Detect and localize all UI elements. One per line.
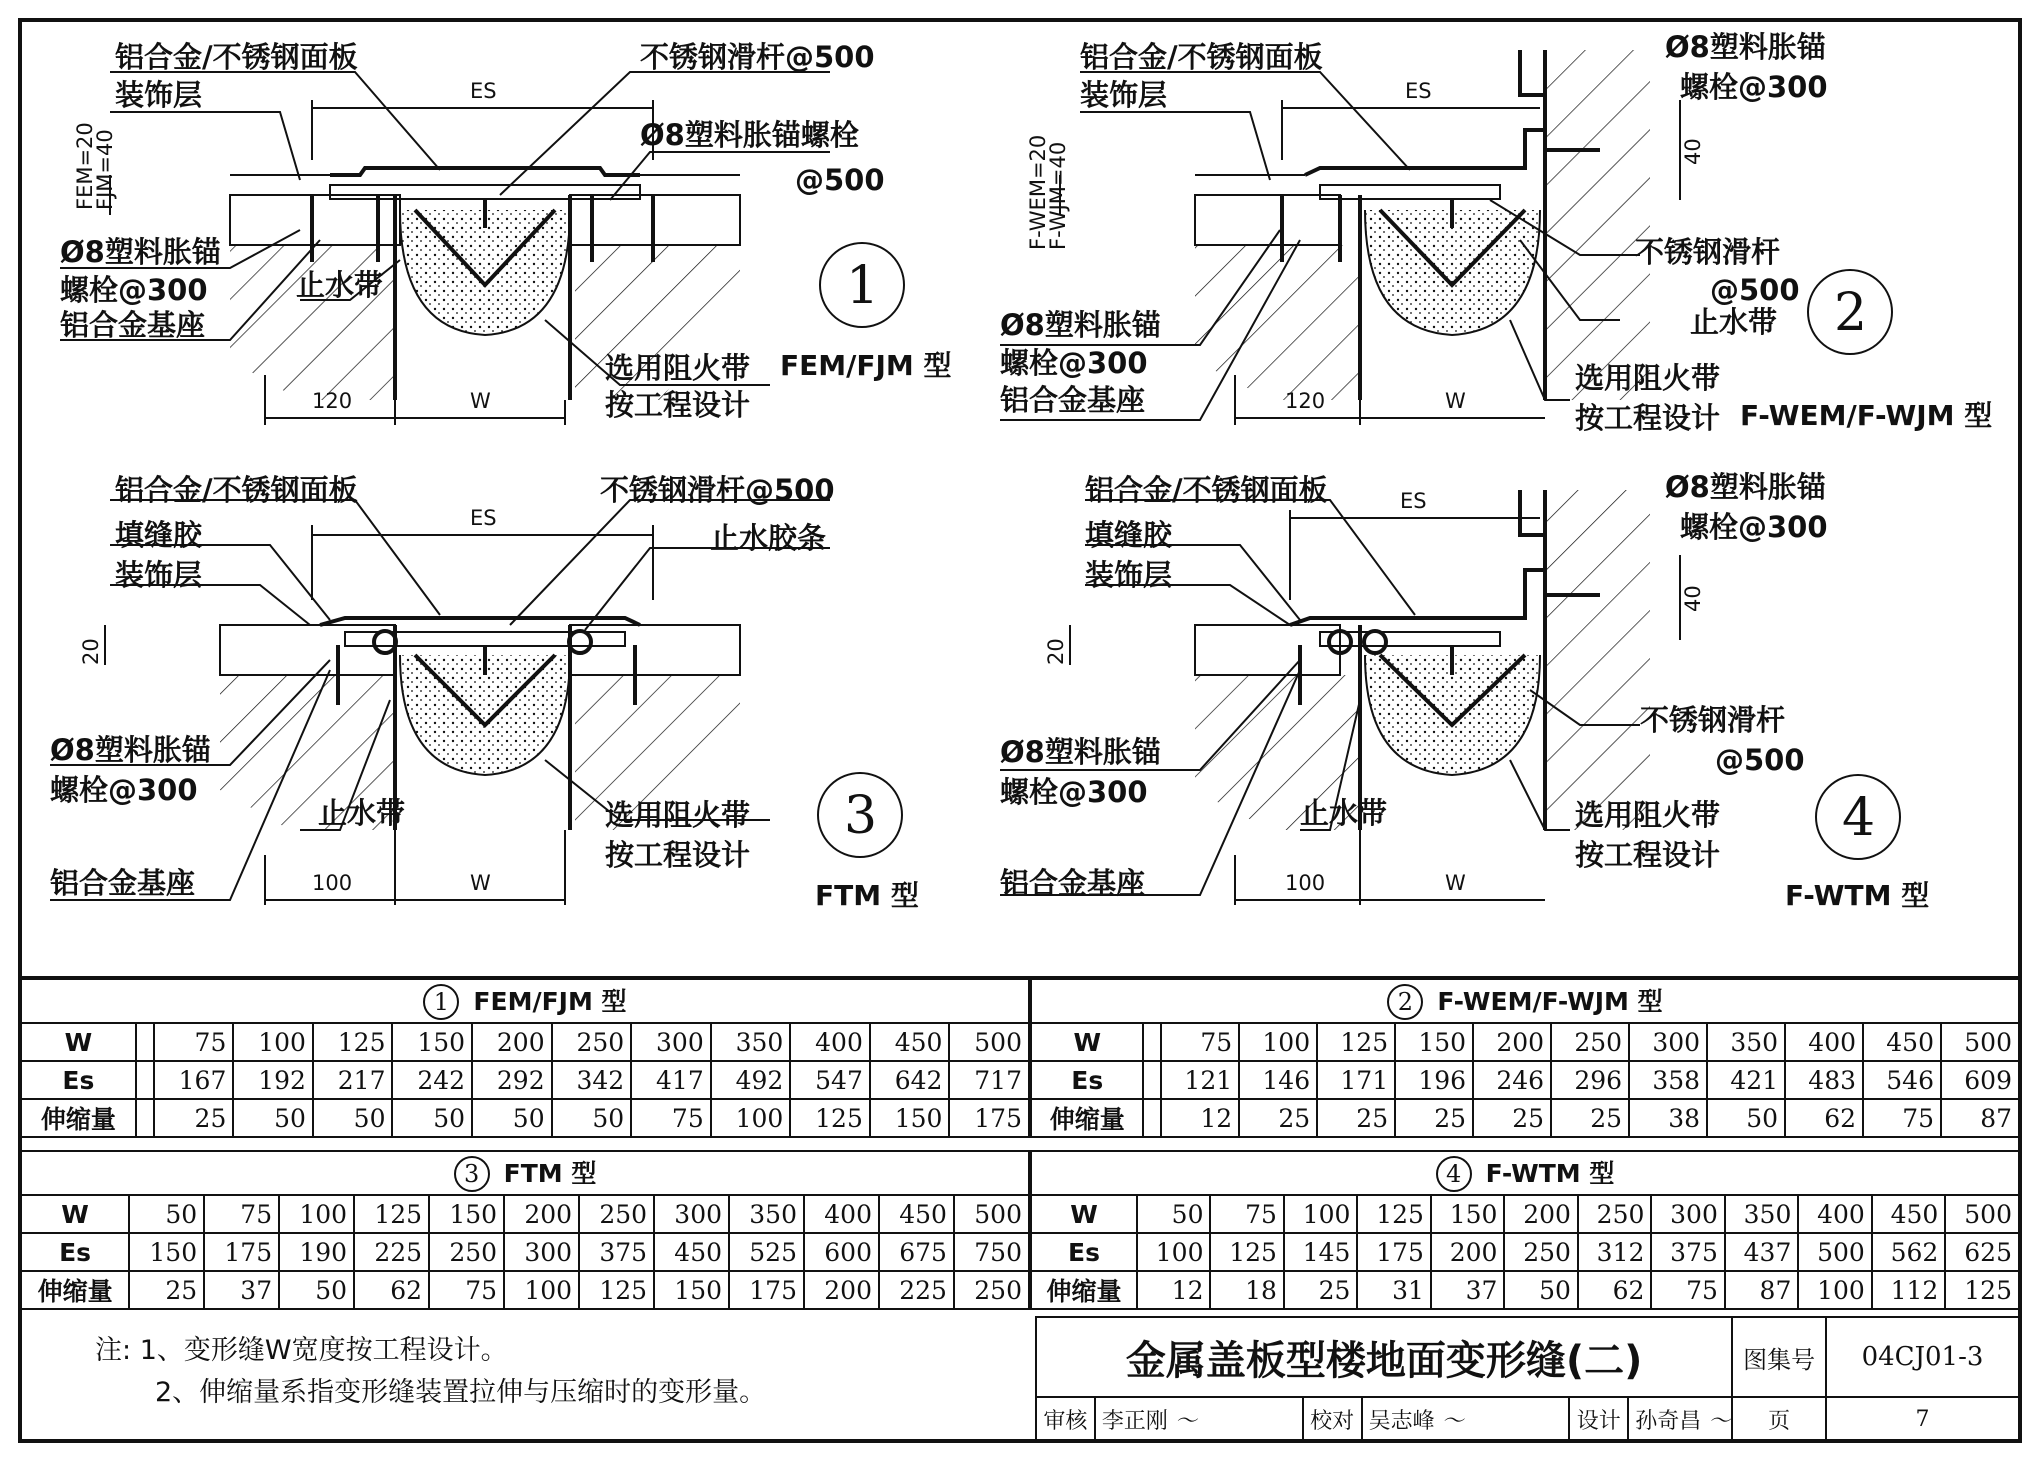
- designer-name: 孙奇昌: [1635, 1409, 1702, 1434]
- detail-2-panel-label: 铝合金/不锈钢面板: [1080, 40, 1323, 74]
- designer-signature: 〜: [1708, 1409, 1731, 1434]
- detail-3-strip-label: 止水胶条: [710, 521, 827, 555]
- detail-4: [1000, 470, 1929, 912]
- table-row: 伸缩量 12 18 25 31 37 50 62 75 87 100 112 125: [1031, 1271, 2019, 1309]
- detail-3-w-dim: W: [470, 871, 491, 895]
- reviewer-name: 李正刚: [1101, 1409, 1168, 1434]
- detail-3-type: FTM 型: [815, 879, 919, 912]
- detail-3-fire-label-2: 按工程设计: [605, 838, 751, 872]
- title-block: [1035, 1316, 2020, 1443]
- detail-4-bolt-left-label-1: Ø8塑料胀锚: [1000, 735, 1161, 769]
- detail-1-bolt-left-label-2: 螺栓@300: [60, 273, 208, 307]
- atlas-label: 图集号: [1732, 1317, 1826, 1397]
- detail-3-fire-label-1: 选用阻火带: [605, 798, 751, 832]
- detail-3-bolt-left-label-1: Ø8塑料胀锚: [50, 733, 211, 767]
- detail-1-fire-label-1: 选用阻火带: [605, 351, 751, 385]
- detail-4-wall-bolt-label-1: Ø8塑料胀锚: [1665, 470, 1826, 504]
- table-4: [1030, 1150, 2020, 1310]
- notes-prefix: 注:: [95, 1335, 132, 1366]
- table-3-number: 3: [454, 1156, 490, 1192]
- detail-1-panel-label: 铝合金/不锈钢面板: [115, 40, 358, 74]
- detail-3-panel-label: 铝合金/不锈钢面板: [115, 473, 358, 507]
- detail-3-es-dim: ES: [470, 506, 497, 530]
- detail-4-wall-dim: 40: [1681, 585, 1705, 612]
- detail-1-es-dim: ES: [470, 79, 497, 103]
- detail-2-number: 2: [1834, 283, 1868, 343]
- detail-3-left-dim: 100: [312, 871, 353, 895]
- detail-4-base-label: 铝合金基座: [1000, 866, 1146, 900]
- table-row: W 75 100 125 150 200 250 300 350 400 450 500: [21, 1023, 1029, 1061]
- detail-2-fire-label-2: 按工程设计: [1575, 401, 1721, 435]
- detail-1-number: 1: [846, 256, 880, 316]
- detail-2-wall-dim: 40: [1681, 138, 1705, 165]
- detail-1-fire-label-2: 按工程设计: [605, 388, 751, 422]
- detail-4-fire-label-1: 选用阻火带: [1575, 798, 1721, 832]
- detail-4-bolt-left-label-2: 螺栓@300: [1000, 775, 1148, 809]
- detail-2-v1-dim: F-WEM=20: [1026, 134, 1050, 250]
- drawing-title: 金属盖板型楼地面变形缝(二): [1036, 1317, 1732, 1397]
- table-4-number: 4: [1436, 1156, 1472, 1192]
- table-row: Es 150 175 190 225 250 300 375 450 525 600 675 750: [21, 1233, 1029, 1271]
- note-1: 1、变形缝W宽度按工程设计。: [139, 1335, 508, 1366]
- table-row: W 75 100 125 150 200 250 300 350 400 450 500: [1031, 1023, 2019, 1061]
- checker-signature: 〜: [1441, 1409, 1464, 1434]
- detail-3-v1-dim: 20: [79, 638, 103, 665]
- detail-4-w-dim: W: [1445, 871, 1466, 895]
- detail-3-finish-label: 装饰层: [115, 558, 203, 592]
- check-label: 校对: [1303, 1397, 1362, 1442]
- detail-4-panel-label: 铝合金/不锈钢面板: [1085, 473, 1328, 507]
- detail-1-left-dim: 120: [312, 389, 353, 413]
- table-row: 伸缩量 25 37 50 62 75 100 125 150 175 200 225 250: [21, 1271, 1029, 1309]
- detail-2-slide-rod-label-1: 不锈钢滑杆: [1635, 235, 1781, 269]
- detail-4-type: F-WTM 型: [1785, 879, 1930, 912]
- checker-name: 吴志峰: [1368, 1409, 1435, 1434]
- table-row: W 50 75 100 125 150 200 250 300 350 400 450 500: [21, 1195, 1029, 1233]
- detail-3-base-label: 铝合金基座: [50, 866, 196, 900]
- table-row: W 50 75 100 125 150 200 250 300 350 400 450 500: [1031, 1195, 2019, 1233]
- detail-2-slide-rod-label-2: @500: [1710, 273, 1800, 307]
- reviewer-signature: 〜: [1174, 1409, 1197, 1434]
- review-label: 审核: [1036, 1397, 1095, 1442]
- detail-2-type: F-WEM/F-WJM 型: [1740, 399, 1993, 432]
- detail-2-left-dim: 120: [1285, 389, 1326, 413]
- detail-1-waterstop-label: 止水带: [296, 268, 384, 302]
- detail-2-fire-label-1: 选用阻火带: [1575, 361, 1721, 395]
- detail-4-wall-bolt-label-2: 螺栓@300: [1680, 510, 1828, 544]
- detail-2-finish-label: 装饰层: [1080, 78, 1168, 112]
- table-4-caption: F-WTM 型: [1485, 1159, 1615, 1188]
- table-1-caption: FEM/FJM 型: [473, 987, 627, 1016]
- detail-3-bolt-left-label-2: 螺栓@300: [50, 773, 198, 807]
- table-1: [20, 978, 1030, 1138]
- detail-2-bolt-left-label-2: 螺栓@300: [1000, 346, 1148, 380]
- table-2: [1030, 978, 2020, 1138]
- detail-1: [60, 40, 952, 425]
- detail-4-waterstop-label: 止水带: [1300, 796, 1388, 830]
- detail-1-slide-rod-label: 不锈钢滑杆@500: [640, 40, 875, 74]
- table-3: [20, 1150, 1030, 1310]
- detail-2-w-dim: W: [1445, 389, 1466, 413]
- detail-1-v1-dim: FEM=20: [73, 122, 97, 210]
- detail-3-sealant-label: 填缝胶: [115, 518, 203, 552]
- detail-4-finish-label: 装饰层: [1085, 558, 1173, 592]
- table-row: Es 121 146 171 196 246 296 358 421 483 546 609: [1031, 1061, 2019, 1099]
- detail-2: [1000, 30, 1992, 435]
- detail-1-finish-label: 装饰层: [115, 78, 203, 112]
- design-label: 设计: [1569, 1397, 1628, 1442]
- atlas-number: 04CJ01-3: [1826, 1317, 2019, 1397]
- detail-4-number: 4: [1842, 788, 1876, 848]
- table-row: Es 100 125 145 175 200 250 312 375 437 500 562 625: [1031, 1233, 2019, 1271]
- detail-4-sealant-label: 填缝胶: [1085, 518, 1173, 552]
- detail-2-wall-bolt-label-2: 螺栓@300: [1680, 70, 1828, 104]
- detail-3: [50, 473, 919, 912]
- detail-2-base-label: 铝合金基座: [1000, 383, 1146, 417]
- detail-1-bolt-top-label-1: Ø8塑料胀锚螺栓: [640, 118, 859, 152]
- table-2-caption: F-WEM/F-WJM 型: [1437, 987, 1663, 1016]
- detail-4-slide-rod-label-1: 不锈钢滑杆: [1640, 703, 1786, 737]
- table-row: 伸缩量 12 25 25 25 25 25 38 50 62 75 87: [1031, 1099, 2019, 1137]
- detail-4-left-dim: 100: [1285, 871, 1326, 895]
- detail-3-slide-rod-label: 不锈钢滑杆@500: [600, 473, 835, 507]
- detail-2-waterstop-label: 止水带: [1690, 305, 1778, 339]
- detail-2-v2-dim: F-WJM=40: [1046, 141, 1070, 250]
- detail-3-number: 3: [844, 786, 878, 846]
- table-1-number: 1: [423, 984, 459, 1020]
- page-number: 7: [1826, 1397, 2019, 1442]
- detail-2-es-dim: ES: [1405, 79, 1432, 103]
- table-3-caption: FTM 型: [503, 1159, 597, 1188]
- detail-2-wall-bolt-label-1: Ø8塑料胀锚: [1665, 30, 1826, 64]
- detail-1-w-dim: W: [470, 389, 491, 413]
- detail-1-bolt-left-label-1: Ø8塑料胀锚: [60, 235, 221, 269]
- note-2: 2、伸缩量系指变形缝装置拉伸与压缩时的变形量。: [155, 1377, 767, 1408]
- page-label: 页: [1732, 1397, 1826, 1442]
- table-2-number: 2: [1387, 984, 1423, 1020]
- detail-2-bolt-left-label-1: Ø8塑料胀锚: [1000, 308, 1161, 342]
- detail-1-v2-dim: FJM=40: [93, 129, 117, 210]
- detail-4-slide-rod-label-2: @500: [1715, 743, 1805, 777]
- detail-1-bolt-top-label-2: @500: [795, 163, 885, 197]
- detail-4-fire-label-2: 按工程设计: [1575, 838, 1721, 872]
- notes: [95, 1330, 766, 1414]
- table-row: 伸缩量 25 50 50 50 50 50 75 100 125 150 175: [21, 1099, 1029, 1137]
- table-row: Es 167 192 217 242 292 342 417 492 547 642 717: [21, 1061, 1029, 1099]
- detail-4-es-dim: ES: [1400, 489, 1427, 513]
- detail-1-type: FEM/FJM 型: [780, 349, 952, 382]
- detail-3-waterstop-label: 止水带: [318, 796, 406, 830]
- detail-4-v1-dim: 20: [1044, 638, 1068, 665]
- detail-1-base-label: 铝合金基座: [60, 308, 206, 342]
